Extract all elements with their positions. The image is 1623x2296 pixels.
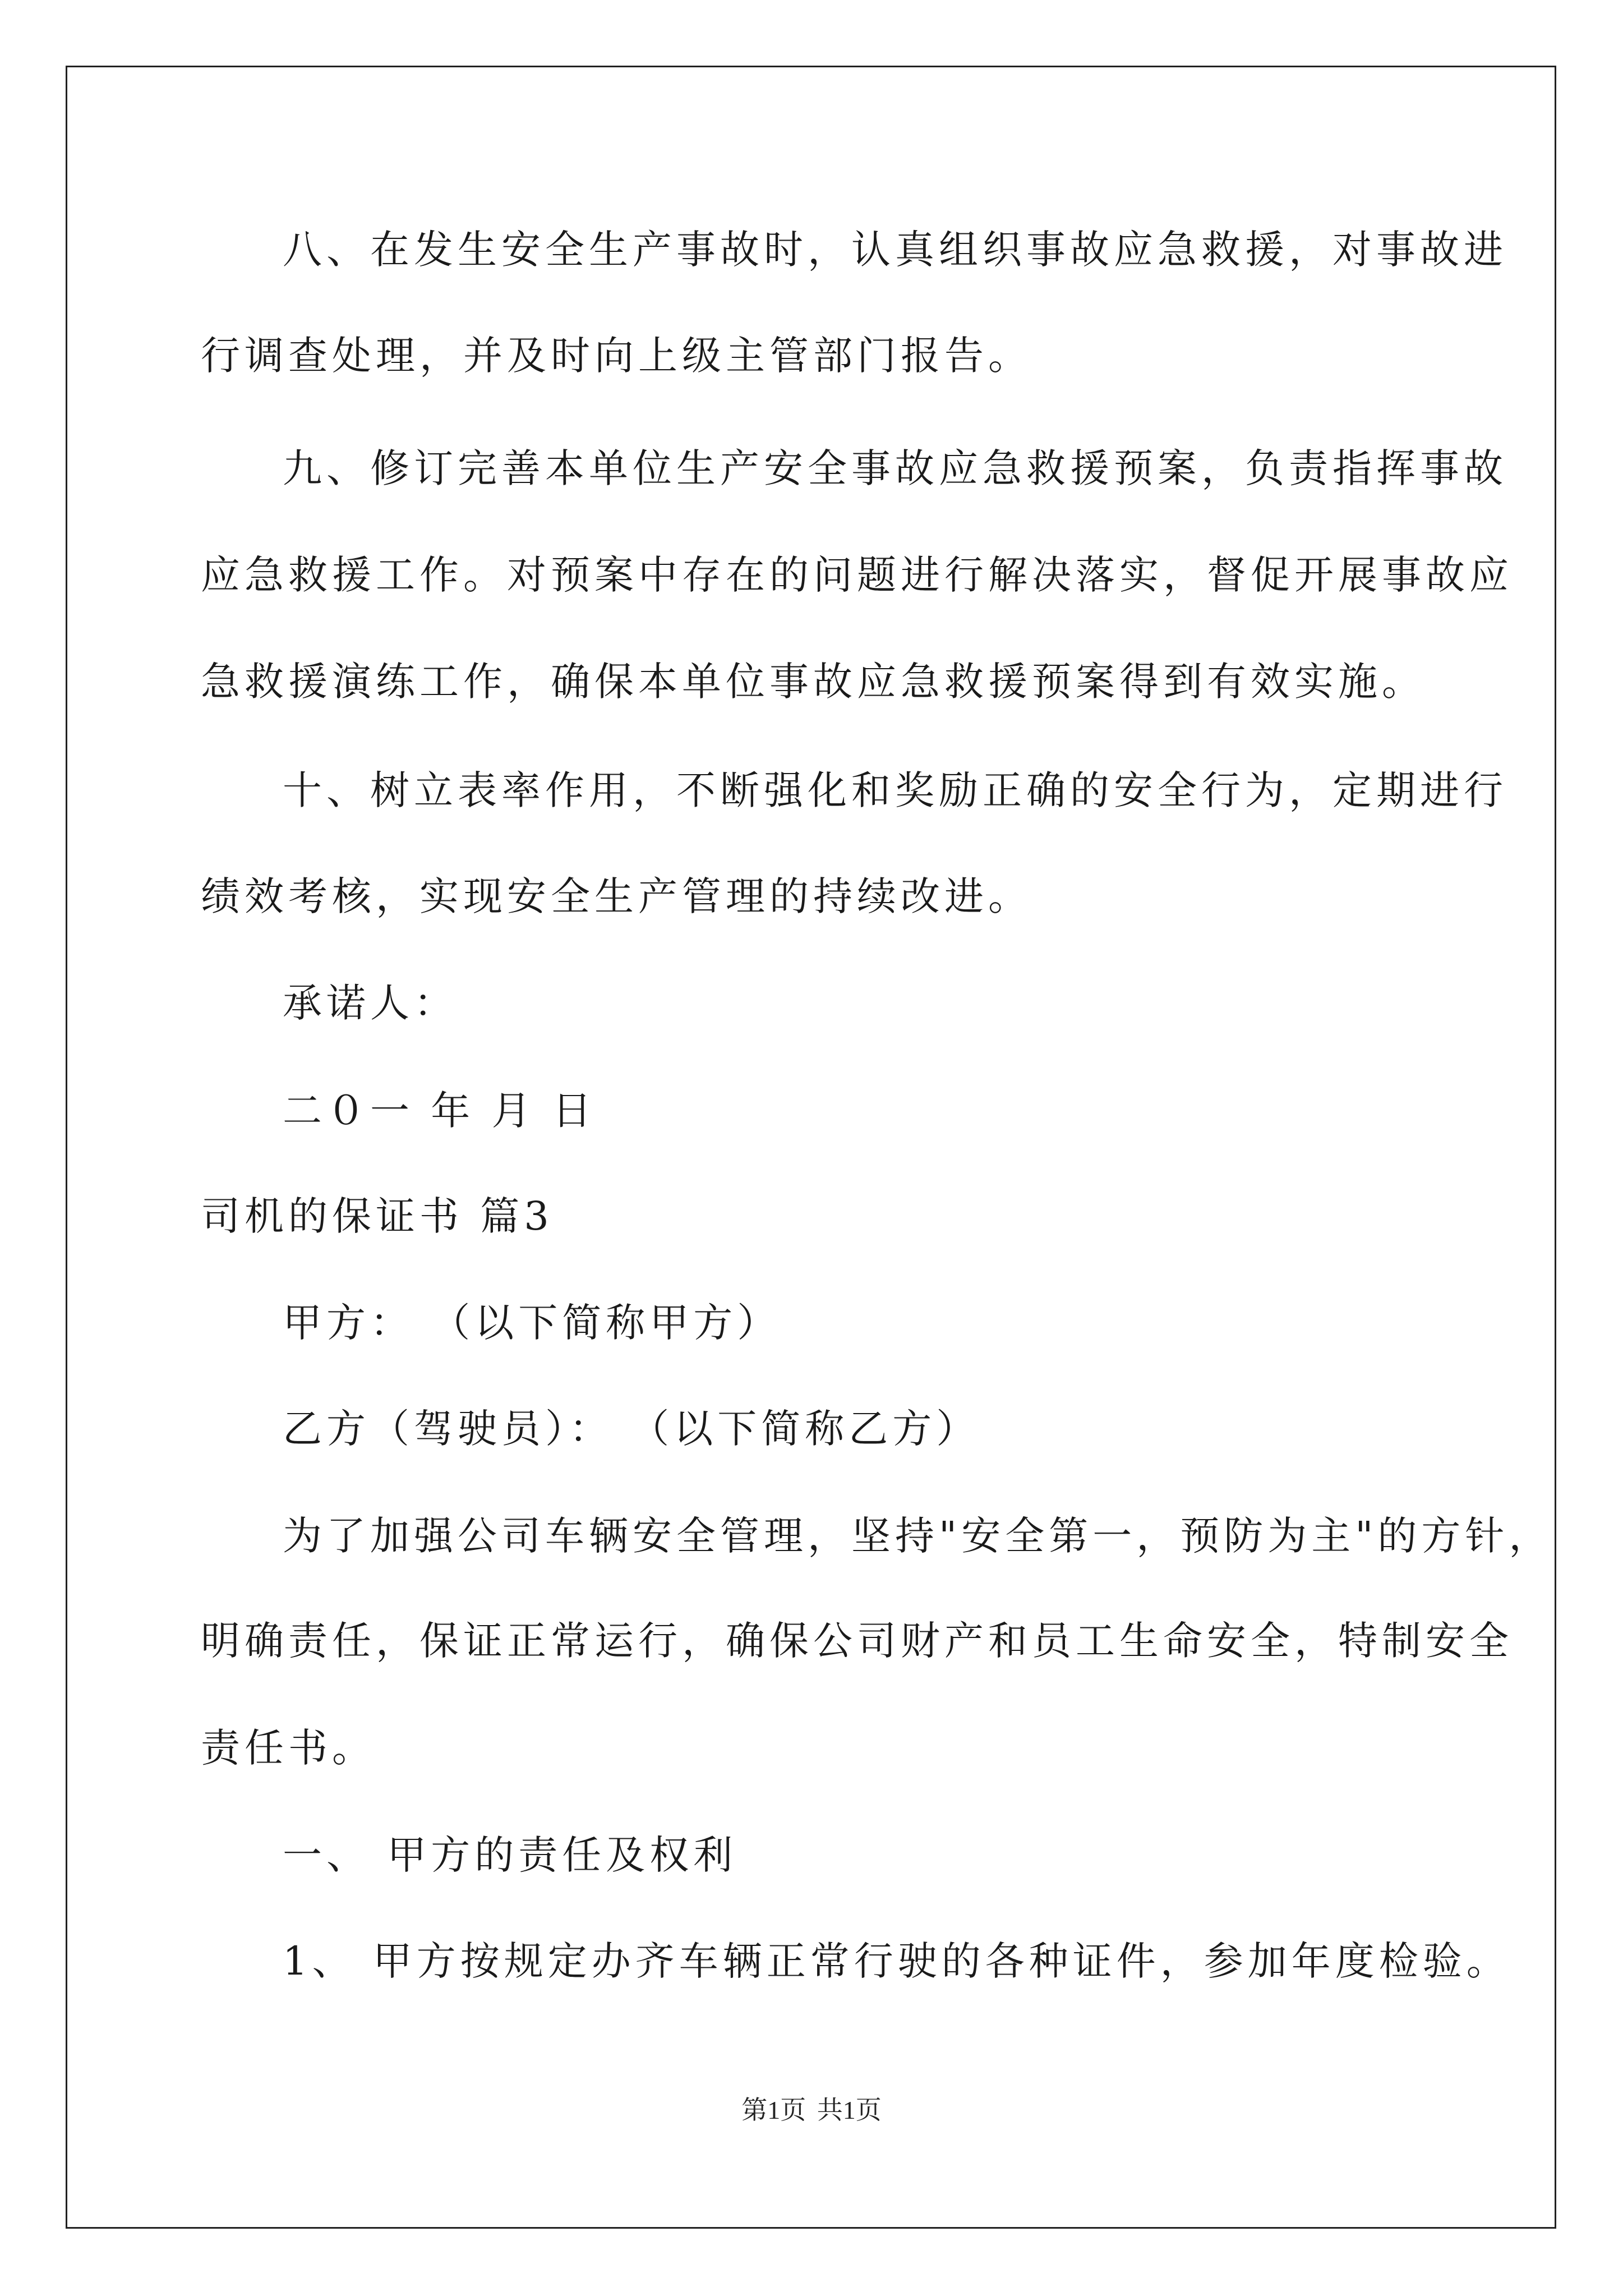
party-a-line: 甲方： （以下简称甲方） (283, 1300, 781, 1346)
paragraph-8-line-2: 行调查处理，并及时向上级主管部门报告。 (201, 333, 1032, 379)
date-line: 二０一 年 月 日 (283, 1088, 596, 1134)
promisor-label: 承诺人： (283, 980, 458, 1026)
heading-party-a-duties: 一、 甲方的责任及权利 (283, 1832, 737, 1878)
intro-line-2: 明确责任，保证正常运行，确保公司财产和员工生命安全，特制安全 (201, 1618, 1513, 1664)
party-b-line: 乙方（驾驶员）： （以下简称乙方） (283, 1406, 980, 1452)
item-1-line: 1、 甲方按规定办齐车辆正常行驶的各种证件，参加年度检验。 (283, 1938, 1510, 1984)
paragraph-9-line-3: 急救援演练工作，确保本单位事故应急救援预案得到有效实施。 (201, 659, 1426, 705)
page-footer (0, 2090, 1623, 2127)
intro-line-3: 责任书。 (201, 1725, 376, 1771)
intro-line-1: 为了加强公司车辆安全管理，坚持"安全第一，预防为主"的方针， (283, 1513, 1553, 1559)
paragraph-9-line-2: 应急救援工作。对预案中存在的问题进行解决落实，督促开展事故应 (201, 552, 1513, 598)
page-number: 第1页 (741, 2096, 806, 2124)
paragraph-9-line-1: 九、修订完善本单位生产安全事故应急救援预案，负责指挥事故 (283, 445, 1507, 491)
page-border (66, 66, 1556, 2229)
page-total: 共1页 (817, 2096, 882, 2124)
section-title: 司机的保证书 篇3 (201, 1193, 554, 1239)
paragraph-10-line-2: 绩效考核，实现安全生产管理的持续改进。 (201, 873, 1032, 919)
paragraph-10-line-1: 十、树立表率作用，不断强化和奖励正确的安全行为，定期进行 (283, 767, 1507, 813)
paragraph-8-line-1: 八、在发生安全生产事故时，认真组织事故应急救援，对事故进 (283, 227, 1507, 273)
